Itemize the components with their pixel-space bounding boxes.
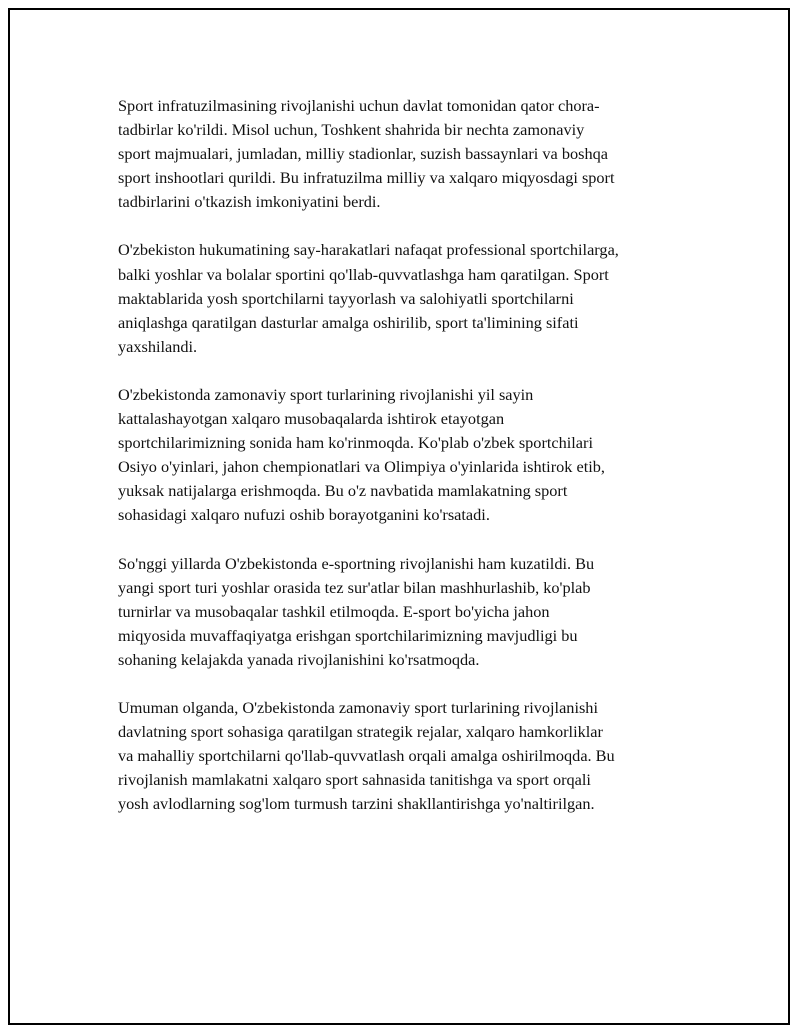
text-line: yaxshilandi. xyxy=(118,336,198,356)
text-line: turnirlar va musobaqalar tashkil etilmoqda. E-sport bo'yicha jahon xyxy=(118,601,550,621)
text-line: O'zbekiston hukumatining say-harakatlari nafaqat professional sportchilarga, xyxy=(118,240,619,260)
paragraph-3 xyxy=(118,383,708,528)
text-line: kattalashayotgan xalqaro musobaqalarda ishtirok etayotgan xyxy=(118,409,505,429)
text-line: sohaning kelajakda yanada rivojlanishini ko'rsatmoqda. xyxy=(118,649,480,669)
paragraph-4 xyxy=(118,552,708,672)
text-line: rivojlanish mamlakatni xalqaro sport sahnasida tanitishga va sport orqali xyxy=(118,770,591,790)
text-line: Sport infratuzilmasining rivojlanishi uchun davlat tomonidan qator chora- xyxy=(118,96,600,115)
text-line: sohasidagi xalqaro nufuzi oshib borayotganini ko'rsatadi. xyxy=(118,505,490,525)
text-line: miqyosida muvaffaqiyatga erishgan sportchilarimizning mavjudligi bu xyxy=(118,625,578,645)
paragraph-1 xyxy=(118,94,708,214)
text-line: Umuman olganda, O'zbekistonda zamonaviy sport turlarining rivojlanishi xyxy=(118,697,598,717)
text-line: sport inshootlari qurildi. Bu infratuzilma milliy va xalqaro miqyosdagi sport xyxy=(118,168,615,188)
text-line: yangi sport turi yoshlar orasida tez sur'atlar bilan mashhurlashib, ko'plab xyxy=(118,577,591,597)
text-line: aniqlashga qaratilgan dasturlar amalga oshirilib, sport ta'limining sifati xyxy=(118,312,579,332)
text-line: maktablarida yosh sportchilarni tayyorlash va salohiyatli sportchilarni xyxy=(118,288,574,308)
text-line: tadbirlarini o'tkazish imkoniyatini berdi. xyxy=(118,192,381,212)
paragraph-5 xyxy=(118,696,708,816)
text-line: Osiyo o'yinlari, jahon chempionatlari va Olimpiya o'yinlarida ishtirok etib, xyxy=(118,457,605,477)
text-line: yuksak natijalarga erishmoqda. Bu o'z navbatida mamlakatning sport xyxy=(118,481,568,501)
text-line: balki yoshlar va bolalar sportini qo'llab-quvvatlashga ham qaratilgan. Sport xyxy=(118,264,609,284)
text-line: O'zbekistonda zamonaviy sport turlarining rivojlanishi yil sayin xyxy=(118,384,534,404)
text-line: yosh avlodlarning sog'lom turmush tarzini shakllantirishga yo'naltirilgan. xyxy=(118,794,595,814)
paragraph-2 xyxy=(118,238,708,358)
text-line: sportchilarimizning sonida ham ko'rinmoqda. Ko'plab o'zbek sportchilari xyxy=(118,433,593,453)
text-line: davlatning sport sohasiga qaratilgan strategik rejalar, xalqaro hamkorliklar xyxy=(118,722,603,742)
text-line: sport majmualari, jumladan, milliy stadionlar, suzish bassaynlari va boshqa xyxy=(118,144,608,164)
document-body xyxy=(118,94,708,840)
text-line: tadbirlar ko'rildi. Misol uchun, Toshkent shahrida bir nechta zamonaviy xyxy=(118,120,585,140)
text-line: va mahalliy sportchilarni qo'llab-quvvatlash orqali amalga oshirilmoqda. Bu xyxy=(118,746,615,766)
text-line: So'nggi yillarda O'zbekistonda e-sportning rivojlanishi ham kuzatildi. Bu xyxy=(118,553,595,573)
